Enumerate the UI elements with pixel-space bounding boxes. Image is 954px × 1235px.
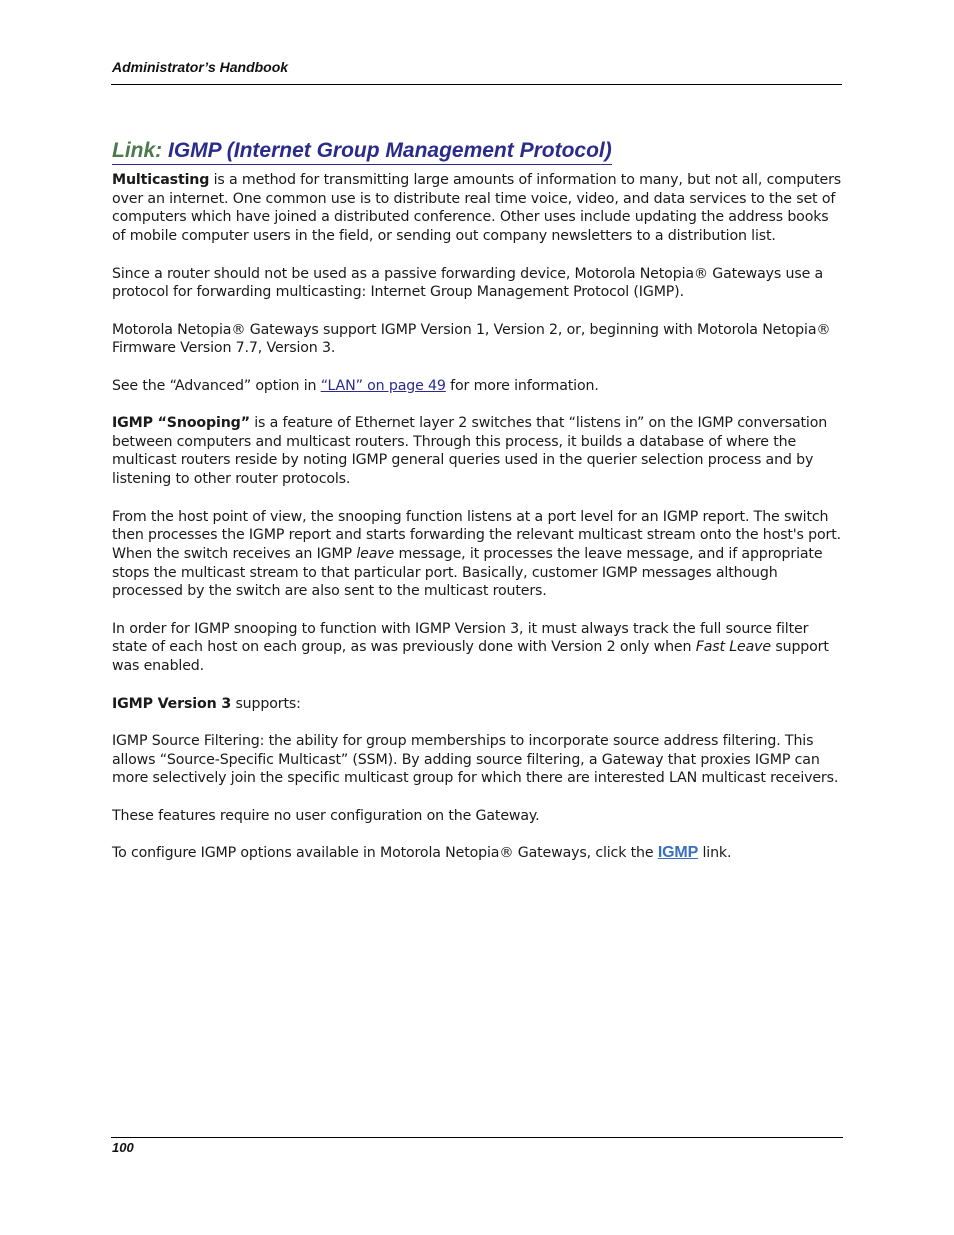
term-leave: leave — [356, 545, 395, 562]
footer-rule — [111, 1137, 843, 1138]
paragraph-source-filtering: IGMP Source Filtering: the ability for group memberships to incorporate source address filtering. This allows “Source-Specific Multicast” (SSM). By adding source filtering, a Gateway that proxies IGMP can more selectively join the specific multicast group for which there are interested LAN multicast receivers. — [112, 732, 839, 787]
page-number: 100 — [112, 1140, 134, 1155]
body-text — [112, 171, 846, 882]
title-topic: IGMP (Internet Group Management Protocol) — [168, 139, 612, 162]
paragraph-snooping — [112, 414, 846, 489]
igmp-link[interactable]: IGMP — [657, 844, 699, 862]
lan-page-link[interactable]: “LAN” on page 49 — [320, 377, 446, 394]
paragraph-text: is a method for transmitting large amounts of information to many, but not all, computers over an internet. One common use is to distribute real time voice, video, and data services to the set of computers which have joined a distributed conference. Other uses include updating the address books of mobile computer users in the field, or sending out company newsletters to a distribution list. — [112, 172, 842, 245]
paragraph-text: From the host point of view, the snooping function listens at a port level for an IGMP report. The switch then processes the IGMP report and starts forwarding the relevant multicast stream onto the host's port. When the switch receives an IGMP — [112, 508, 841, 562]
term-fast-leave: Fast Leave — [695, 639, 771, 656]
paragraph-text: link. — [698, 845, 732, 862]
section-title — [112, 138, 612, 165]
paragraph-versions: Motorola Netopia® Gateways support IGMP Version 1, Version 2, or, beginning with Motorola Netopia® Firmware Version 7.7, Version 3. — [112, 321, 831, 357]
paragraph-router: Since a router should not be used as a passive forwarding device, Motorola Netopia® Gateways use a protocol for forwarding multicasting: Internet Group Management Protocol (IGMP). — [112, 265, 824, 301]
paragraph-version3-tracking — [112, 620, 846, 676]
paragraph-text: See the “Advanced” option in — [112, 377, 321, 394]
running-header: Administrator’s Handbook — [112, 59, 289, 75]
paragraph-configure — [112, 844, 846, 863]
paragraph-host-view — [112, 508, 846, 602]
paragraph-text: message, it processes the leave message, and if appropriate stops the multicast stream to that particular port. Basically, customer IGMP messages although processed by the switch are also sent to the multicast routers. — [112, 545, 823, 600]
paragraph-version3-supports — [112, 695, 846, 714]
title-prefix: Link: — [112, 139, 163, 162]
paragraph-multicasting — [112, 171, 846, 246]
paragraph-see-advanced — [112, 377, 846, 396]
header-rule — [111, 84, 842, 85]
paragraph-text: supports: — [231, 695, 301, 712]
paragraph-text: In order for IGMP snooping to function with IGMP Version 3, it must always track the full source filter state of each host on each group, as was previously done with Version 2 only when — [112, 620, 809, 656]
paragraph-text: is a feature of Ethernet layer 2 switches that “listens in” on the IGMP conversation between computers and multicast routers. Through this process, it builds a database of where the multicast routers reside by noting IGMP general queries used in the querier selection process and by listening to other router protocols. — [112, 415, 828, 488]
term-multicasting: Multicasting — [112, 172, 210, 188]
paragraph-no-config: These features require no user configuration on the Gateway. — [112, 807, 540, 824]
term-igmp-version3: IGMP Version 3 — [112, 695, 232, 712]
paragraph-text: To configure IGMP options available in Motorola Netopia® Gateways, click the — [112, 845, 658, 862]
paragraph-text: support was enabled. — [112, 639, 829, 675]
paragraph-text: for more information. — [445, 377, 599, 394]
term-snooping: IGMP “Snooping” — [112, 415, 250, 432]
